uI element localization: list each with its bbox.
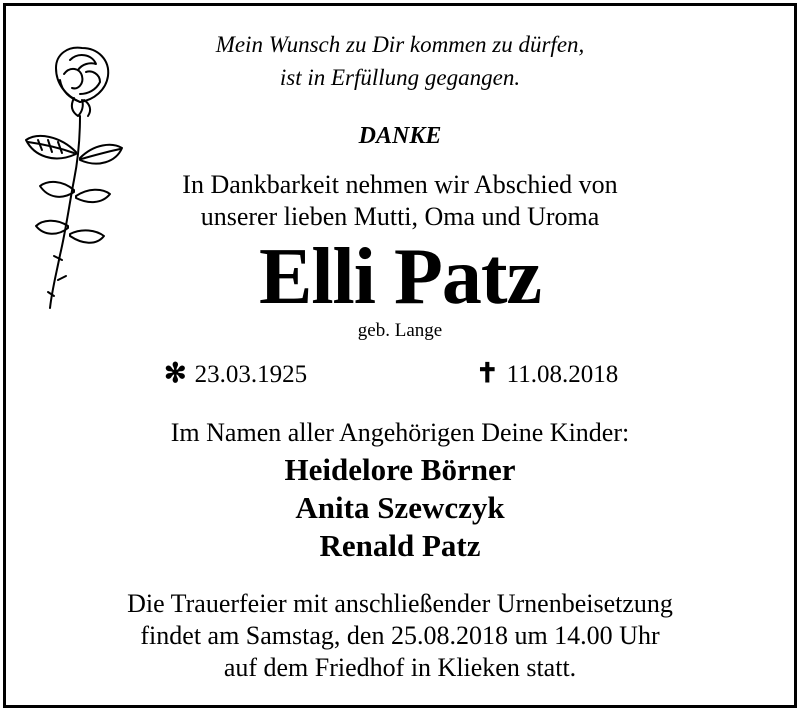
birth-star-icon: ✻	[164, 358, 187, 388]
death-date: 11.08.2018	[506, 361, 619, 388]
child-name-2: Anita Szewczyk	[295, 490, 505, 525]
quote-line-2: ist in Erfüllung gegangen.	[279, 65, 521, 90]
funeral-info-line-2: findet am Samstag, den 25.08.2018 um 14.00 Uhr	[140, 621, 660, 650]
death-date-group	[476, 358, 618, 389]
mourners-intro: Im Namen aller Angehörigen Deine Kinder:	[170, 418, 630, 447]
child-name-3: Renald Patz	[319, 528, 481, 563]
cross-icon: ✝	[476, 358, 499, 388]
intro-line-1: In Dankbarkeit nehmen wir Abschied von	[182, 170, 618, 199]
deceased-name: Elli Patz	[258, 233, 542, 321]
funeral-info-line-1: Die Trauerfeier mit anschließender Urnenbeisetzung	[127, 589, 673, 618]
intro-line-2: unserer lieben Mutti, Oma und Uroma	[200, 202, 600, 231]
maiden-name: geb. Lange	[357, 320, 443, 341]
birth-date: 23.03.1925	[194, 361, 308, 388]
funeral-info-line-3: auf dem Friedhof in Klieken statt.	[223, 653, 577, 682]
birth-date-group	[164, 358, 307, 389]
thanks-heading: DANKE	[358, 123, 442, 149]
quote-line-1: Mein Wunsch zu Dir kommen zu dürfen,	[215, 32, 585, 57]
child-name-1: Heidelore Börner	[284, 452, 516, 487]
